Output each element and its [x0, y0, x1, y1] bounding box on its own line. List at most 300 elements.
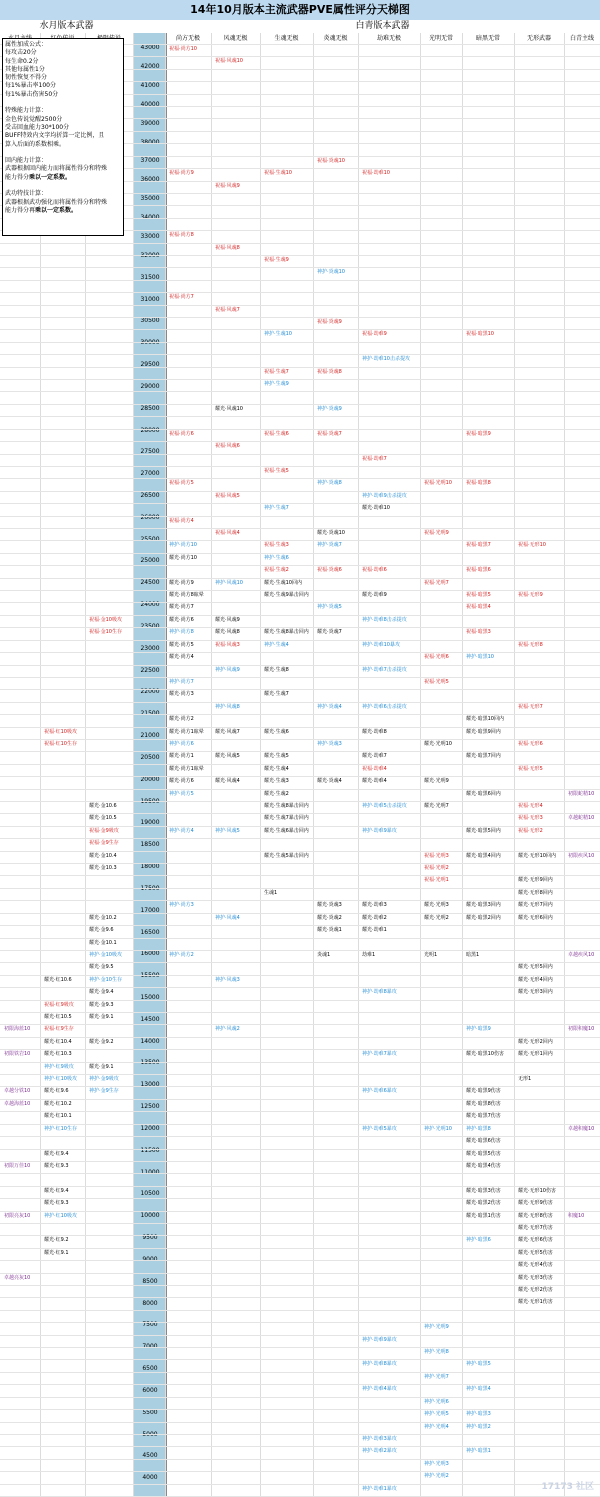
row-gridline: [0, 255, 600, 256]
weapon-entry: 耀光·生魂9暴击回内: [264, 592, 309, 599]
formula-line: 每1%暴击伤害50分: [5, 90, 59, 98]
weapon-entry: 神护·劫难7暴攻: [362, 1051, 397, 1058]
weapon-entry: 耀光·红9.2: [44, 1237, 69, 1244]
row-gridline: [0, 416, 600, 417]
weapon-entry: 耀光·无形6伤害: [518, 1237, 553, 1244]
axis-tick-label: 27500: [140, 448, 160, 456]
weapon-entry: 神护·劫难5击杀提攻: [362, 803, 407, 810]
weapon-entry: 耀光·金9.6: [89, 927, 114, 934]
axis-tick-label: 29500: [140, 361, 160, 369]
weapon-entry: 祝福·光明5: [424, 678, 449, 685]
row-gridline: [0, 491, 600, 492]
row-gridline: [0, 1260, 600, 1261]
axis-tick-label: 7500: [142, 1321, 158, 1329]
weapon-entry: 耀光·尚方6: [169, 778, 194, 785]
weapon-entry: 祝福·无形8: [518, 641, 543, 648]
axis-tick-label: 23500: [140, 622, 160, 630]
weapon-entry: 耀光·无形2回内: [518, 1038, 553, 1045]
weapon-entry: 耀光·劫难10: [362, 505, 390, 512]
weapon-entry: 耀光·劫难3: [362, 902, 387, 909]
weapon-entry: 炎魂1: [317, 951, 331, 958]
weapon-entry: 神护·暗黑9: [466, 1026, 491, 1033]
axis-tick-label: 26500: [140, 491, 160, 499]
row-gridline: [0, 900, 600, 901]
weapon-entry: 生魂1: [264, 889, 278, 896]
weapon-entry: 祝福·尚方8: [169, 232, 194, 239]
weapon-entry: 耀光·金10.5: [89, 815, 117, 822]
axis-tick-label: 16500: [140, 928, 160, 936]
row-gridline: [0, 1434, 600, 1435]
row-gridline: [0, 1235, 600, 1236]
weapon-entry: 耀光·尚方6: [169, 616, 194, 623]
axis-tick-label: 35000: [140, 195, 160, 203]
weapon-entry: 耀光·暗黑3回内: [466, 902, 501, 909]
weapon-entry: 耀光·红10.2: [44, 1100, 72, 1107]
weapon-entry: 神护·红10吸攻: [44, 1076, 77, 1083]
weapon-entry: 神护·光明2: [424, 1473, 449, 1480]
weapon-entry: 祝福·红10吸攻: [44, 728, 77, 735]
axis-tick-label: 23000: [140, 644, 160, 652]
weapon-entry: 神护·劫难8击杀提攻: [362, 616, 407, 623]
weapon-entry: 光明1: [424, 951, 438, 958]
weapon-entry: 神护·劫难6暴攻: [362, 1088, 397, 1095]
weapon-entry: 卓越疾风10: [568, 951, 595, 958]
weapon-entry: 祝福·无形5: [518, 765, 543, 772]
weapon-entry: 耀光·暗黑5回内: [466, 827, 501, 834]
axis-tick-label: 15000: [140, 993, 160, 1001]
weapon-entry: 祝福·劫难6: [362, 567, 387, 574]
weapon-entry: 祝福·光明6: [424, 654, 449, 661]
row-gridline: [0, 888, 600, 889]
weapon-entry: 耀光·暗黑10伤害: [466, 1051, 504, 1058]
weapon-entry: 神护·暗黑6: [466, 1237, 491, 1244]
formula-line: 受击回血能力30*100分: [5, 123, 70, 131]
axis-tick-label: 36000: [140, 176, 160, 184]
weapon-entry: 神护·劫难2暴攻: [362, 1448, 397, 1455]
weapon-entry: 祝福·生魂7: [264, 368, 289, 375]
row-gridline: [0, 640, 600, 641]
weapon-entry: 耀光·暗黑1伤害: [466, 1212, 501, 1219]
weapon-entry: 祝福·无形7: [518, 703, 543, 710]
axis-tick-label: 17500: [140, 884, 160, 892]
weapon-entry: 祝福·风魂4: [215, 530, 240, 536]
weapon-entry: 祝福·炎魂8: [317, 368, 342, 375]
weapon-entry: 祝福·光明7: [424, 579, 449, 586]
row-gridline: [0, 1161, 600, 1162]
row-gridline: [0, 441, 600, 442]
weapon-entry: 耀光·生魂5: [264, 753, 289, 760]
formula-line: 特殊能力计算：: [5, 107, 48, 115]
axis-tick-label: 24500: [140, 579, 160, 587]
weapon-entry: 祝福·无形2: [518, 827, 543, 834]
weapon-entry: 神护·光明10: [424, 1125, 452, 1132]
weapon-entry: 卓越分铁10: [4, 1088, 31, 1095]
formula-line: [5, 149, 121, 157]
row-gridline: [0, 454, 600, 455]
weapon-entry: 耀光·红10.5: [44, 1014, 72, 1020]
row-gridline: [0, 565, 600, 566]
weapon-entry: 耀光·尚方10: [169, 554, 197, 561]
row-gridline: [0, 1186, 600, 1187]
weapon-entry: 耀光·光明7: [424, 803, 449, 810]
row-gridline: [0, 1347, 600, 1348]
weapon-entry: 耀光·风魂8: [215, 629, 240, 636]
axis-tick-label: 25500: [140, 535, 160, 543]
weapon-entry: 耀光·尚方1眩晕: [169, 728, 204, 735]
axis-tick-label: 27000: [140, 470, 160, 478]
weapon-entry: 耀光·红10.1: [44, 1113, 72, 1120]
weapon-entry: 耀光·无形5回内: [518, 964, 553, 971]
row-gridline: [0, 776, 600, 777]
formula-line: 韧性恢复不得分: [5, 74, 48, 82]
weapon-entry: 神护·生魂10: [264, 331, 292, 338]
row-gridline: [0, 354, 600, 355]
weapon-entry: 耀光·无形7伤害: [518, 1224, 553, 1231]
row-gridline: [0, 391, 600, 392]
weapon-entry: 耀光·尚方9: [169, 579, 194, 586]
weapon-entry: 祝福·风魂3: [215, 641, 240, 648]
column-header-6: 生魂无极: [260, 33, 313, 45]
row-gridline: [0, 1099, 600, 1100]
formula-line: 每生命0.2分: [5, 57, 39, 65]
row-gridline: [0, 267, 600, 268]
weapon-entry: 神护·劫难5暴攻: [362, 1125, 397, 1132]
weapon-entry: 耀光·尚方4: [169, 654, 194, 661]
watermark: 17173 社区: [541, 1482, 594, 1492]
weapon-entry: 耀光·炎魂7: [317, 629, 342, 636]
weapon-entry: 耀光·生魂6: [264, 728, 289, 735]
axis-tick-label: 12000: [140, 1124, 160, 1132]
row-gridline: [0, 751, 600, 752]
weapon-entry: 耀光·金10.4: [89, 852, 117, 859]
weapon-entry: 祝福·暗黑10: [466, 331, 494, 338]
column-header-9: 光明无常: [420, 33, 462, 45]
weapon-entry: 神护·炎魂5: [317, 604, 342, 611]
axis-tick-label: 16000: [140, 950, 160, 958]
weapon-entry: 神护·暗黑8: [466, 1125, 491, 1132]
axis-tick-label: 6000: [142, 1386, 158, 1394]
weapon-entry: 耀光·无形9伤害: [518, 1200, 553, 1207]
weapon-entry: 神护·炎魂3: [317, 740, 342, 747]
weapon-entry: 耀光·生魂3: [264, 778, 289, 785]
row-gridline: [0, 1024, 600, 1025]
weapon-entry: 耀光·无形3回内: [518, 989, 553, 996]
weapon-entry: 神护·金10吸攻: [89, 951, 122, 958]
weapon-entry: 神护·光明5: [424, 1411, 449, 1418]
weapon-entry: 劫难1: [362, 951, 376, 958]
weapon-entry: 耀光·红10.4: [44, 1038, 72, 1045]
row-gridline: [0, 404, 600, 405]
row-gridline: [0, 1223, 600, 1224]
weapon-entry: 神护·红9吸攻: [44, 1063, 74, 1070]
weapon-entry: 祝福·生魂5: [264, 467, 289, 474]
row-gridline: [0, 1285, 600, 1286]
weapon-entry: 耀光·尚方3: [169, 691, 194, 698]
row-gridline: [0, 553, 600, 554]
row-gridline: [0, 516, 600, 517]
row-gridline: [0, 329, 600, 330]
weapon-entry: 祝福·尚方5: [169, 480, 194, 487]
formula-line: 武功特技计算：: [5, 190, 48, 198]
row-gridline: [0, 1322, 600, 1323]
axis-tick-label: 14500: [140, 1015, 160, 1023]
row-gridline: [0, 540, 600, 541]
axis-tick-label: 10000: [140, 1212, 160, 1220]
weapon-entry: 耀光·红10.6: [44, 976, 72, 983]
weapon-entry: 耀光·尚方1眩晕: [169, 765, 204, 772]
weapon-entry: 神护·劫难4暴攻: [362, 1386, 397, 1393]
formula-line: 属性加成公式：: [5, 41, 48, 48]
weapon-entry: 耀光·金10.6: [89, 803, 117, 810]
weapon-entry: 神护·红10吸攻: [44, 1212, 77, 1219]
weapon-entry: 祝福·炎魂7: [317, 430, 342, 437]
axis-tick-label: 37000: [140, 157, 160, 165]
weapon-entry: 耀光·炎魂10: [317, 530, 345, 536]
row-gridline: [0, 602, 600, 603]
weapon-entry: 耀光·劫难2: [362, 914, 387, 921]
weapon-entry: 祝福·红9生存: [44, 1026, 74, 1033]
weapon-entry: 耀光·无形3伤害: [518, 1274, 553, 1281]
weapon-entry: 耀光·无形10回内: [518, 852, 556, 859]
axis-tick-label: 5500: [142, 1408, 158, 1416]
weapon-entry: 卓越亮灰10: [4, 1274, 31, 1281]
row-gridline: [0, 317, 600, 318]
weapon-entry: 神护·风魂10: [215, 579, 243, 586]
axis-tick-label: 19500: [140, 797, 160, 805]
weapon-entry: 神护·红10生存: [44, 1125, 77, 1132]
weapon-entry: 神护·金10生存: [89, 976, 122, 983]
weapon-entry: 耀光·尚方8眩晕: [169, 592, 204, 599]
weapon-entry: 初限蛇精10: [568, 790, 595, 797]
weapon-entry: 祝福·劫难4: [362, 765, 387, 772]
row-gridline: [0, 342, 600, 343]
weapon-entry: 初限亮灰10: [4, 1212, 31, 1219]
row-gridline: [0, 1372, 600, 1373]
axis-tick-label: 21000: [140, 732, 160, 740]
axis-tick-label: 43000: [140, 44, 160, 51]
weapon-entry: 神护·劫难10暴攻: [362, 641, 400, 648]
weapon-entry: 耀光·暗黑7回内: [466, 753, 501, 760]
weapon-entry: 耀光·红9.6: [44, 1088, 69, 1095]
weapon-entry: 祝福·暗黑4: [466, 604, 491, 611]
weapon-entry: 耀光·劫难4: [362, 778, 387, 785]
axis-tick-label: 11500: [140, 1146, 160, 1154]
weapon-entry: 初限疾风10: [568, 852, 595, 859]
weapon-entry: 积魔10: [568, 1212, 585, 1219]
row-gridline: [0, 1136, 600, 1137]
column-header-7: 炎魂无极: [313, 33, 358, 45]
weapon-entry: 神护·暗黑4: [466, 1386, 491, 1393]
column-header-4: 尚方无极: [165, 33, 211, 45]
row-gridline: [0, 1335, 600, 1336]
axis-tick-label: 42000: [140, 62, 160, 70]
weapon-entry: 耀光·生魂8暴击回内: [264, 629, 309, 636]
weapon-entry: 祝福·生魂3: [264, 542, 289, 549]
group-left-label: 水月版本武器: [39, 21, 94, 31]
axis-tick-label: 20500: [140, 753, 160, 761]
weapon-entry: 初限铁岩10: [4, 1051, 31, 1058]
row-gridline: [0, 503, 600, 504]
weapon-entry: 耀光·炎魂3: [317, 902, 342, 909]
row-gridline: [0, 689, 600, 690]
weapon-entry: 祝福·光明3: [424, 852, 449, 859]
row-gridline: [0, 292, 600, 293]
weapon-entry: 耀光·金10.3: [89, 865, 117, 872]
axis-tick-label: 15500: [140, 972, 160, 980]
weapon-entry: 祝福·风魂10: [215, 58, 243, 65]
weapon-entry: 祝福·金9吸攻: [89, 827, 119, 834]
axis-tick-label: 30000: [140, 339, 160, 347]
formula-line: 武器根据回内能力而将属性得分和特殊: [5, 165, 108, 173]
weapon-entry: 神护·暗黑10: [466, 654, 494, 661]
axis-tick-label: 39000: [140, 119, 160, 127]
row-gridline: [0, 1248, 600, 1249]
weapon-entry: 神护·生魂9: [264, 381, 289, 388]
weapon-entry: 祝福·光明1: [424, 877, 449, 884]
weapon-entry: 神护·光明3: [424, 1460, 449, 1467]
weapon-entry: 神护·暗黑2: [466, 1423, 491, 1430]
weapon-entry: 耀光·光明9: [424, 778, 449, 785]
weapon-entry: 神护·炎魂7: [317, 542, 342, 549]
axis-tick-label: 18000: [140, 863, 160, 871]
axis-tick-label: 26000: [140, 513, 160, 521]
weapon-entry: 耀光·生魂5暴击回内: [264, 852, 309, 859]
weapon-entry: 耀光·暗黑6回内: [466, 790, 501, 797]
weapon-entry: 耀光·生魂8: [264, 666, 289, 673]
axis-tick-label: 12500: [140, 1103, 160, 1111]
row-gridline: [0, 714, 600, 715]
weapon-entry: 耀光·生魂8暴击回内: [264, 803, 309, 810]
axis-tick-label: 24000: [140, 601, 160, 609]
weapon-entry: 耀光·风魂10: [215, 405, 243, 412]
weapon-entry: 祝福·光明9: [424, 530, 449, 536]
row-gridline: [0, 280, 600, 281]
axis-tick-label: 31000: [140, 295, 160, 303]
weapon-entry: 神护·劫难6击杀提攻: [362, 703, 407, 710]
weapon-entry: 耀光·尚方1: [169, 753, 194, 760]
weapon-entry: 神护·尚方10: [169, 542, 197, 549]
weapon-entry: 耀光·暗黑6伤害: [466, 1138, 501, 1145]
axis-tick-label: 33000: [140, 233, 160, 240]
weapon-entry: 耀光·金9.5: [89, 964, 114, 971]
axis-tick-label: 32000: [140, 251, 160, 259]
weapon-entry: 祝福·生魂9: [264, 256, 289, 263]
weapon-entry: 神护·风魂2: [215, 1026, 240, 1033]
axis-tick-label: 13000: [140, 1081, 160, 1089]
row-gridline: [0, 429, 600, 430]
axis-tick-label: 14000: [140, 1037, 160, 1045]
weapon-entry: 神护·生魂7: [264, 505, 289, 512]
weapon-entry: 耀光·金9.1: [89, 1014, 114, 1020]
axis-tick-label: 7000: [142, 1343, 158, 1351]
formula-line: 金色传说觉醒2500分: [5, 115, 63, 123]
row-gridline: [0, 739, 600, 740]
weapon-entry: 耀光·无形1回内: [518, 1051, 553, 1058]
weapon-entry: 耀光·无形10伤害: [518, 1187, 556, 1194]
weapon-entry: 耀光·红10.3: [44, 1051, 72, 1058]
weapon-entry: 耀光·劫难7: [362, 753, 387, 760]
weapon-entry: 祝福·金9生存: [89, 840, 119, 847]
axis-tick-label: 28500: [140, 404, 160, 412]
weapon-entry: 祝福·风魂7: [215, 306, 240, 313]
weapon-entry: 耀光·无形9回内: [518, 877, 553, 884]
weapon-entry: 耀光·金9.2: [89, 1038, 114, 1045]
weapon-entry: 耀光·生魂4: [264, 765, 289, 772]
weapon-entry: 神护·尚方4: [169, 827, 194, 834]
row-gridline: [0, 875, 600, 876]
axis-tick-label: 22000: [140, 688, 160, 696]
weapon-entry: 神护·暗黑3: [466, 1411, 491, 1418]
formula-line: 每1%暴击率100分: [5, 82, 56, 90]
weapon-entry: 祝福·炎魂6: [317, 567, 342, 574]
row-gridline: [0, 727, 600, 728]
weapon-entry: 祝福·无形9: [518, 592, 543, 599]
weapon-entry: 耀光·无形8回内: [518, 889, 553, 896]
row-gridline: [0, 1124, 600, 1125]
weapon-entry: 初限万佳10: [4, 1162, 31, 1169]
weapon-entry: 耀光·暗黑10回内: [466, 716, 504, 723]
column-header-11: 无形武器: [514, 33, 564, 45]
axis-tick-label: 29000: [140, 382, 160, 390]
row-gridline: [0, 652, 600, 653]
row-gridline: [0, 789, 600, 790]
weapon-entry: 祝福·劫难10: [362, 170, 390, 177]
weapon-entry: 耀光·红9.1: [44, 1249, 69, 1256]
weapon-entry: 耀光·无形7回内: [518, 902, 553, 909]
row-gridline: [0, 379, 600, 380]
axis-tick-label: 17000: [140, 906, 160, 914]
weapon-entry: 神护·尚方3: [169, 902, 194, 909]
ladder-rows: [0, 44, 600, 1496]
weapon-entry: 祝福·暗黑3: [466, 629, 491, 636]
column-header-5: 风魂无极: [211, 33, 260, 45]
weapon-entry: 耀光·无形8伤害: [518, 1212, 553, 1219]
formula-line: 回内能力计算：: [5, 157, 48, 165]
weapon-entry: 耀光·风魂4: [215, 778, 240, 785]
weapon-entry: 祝福·暗黑5: [466, 592, 491, 599]
row-gridline: [0, 702, 600, 703]
formula-line: 每攻击20分: [5, 49, 37, 57]
axis-tick-label: 40000: [140, 100, 160, 108]
weapon-entry: 祝福·金10吸攻: [89, 616, 122, 623]
weapon-entry: 耀光·无形2伤害: [518, 1287, 553, 1294]
row-gridline: [0, 1149, 600, 1150]
weapon-entry: 初限积魔10: [568, 1026, 595, 1033]
axis-tick-label: 4500: [142, 1452, 158, 1460]
row-gridline: [0, 1384, 600, 1385]
formula-line: 武器根据武功强化而将属性得分和特殊: [5, 198, 108, 206]
weapon-entry: 神护·劫难7击杀提攻: [362, 666, 407, 673]
axis-tick-label: 25000: [140, 557, 160, 565]
weapon-entry: 神护·劫难3暴攻: [362, 1435, 397, 1442]
weapon-entry: 祝福·光明2: [424, 865, 449, 872]
weapon-entry: 耀光·红9.4: [44, 1187, 69, 1194]
row-gridline: [0, 1173, 600, 1174]
weapon-entry: 祝福·尚方10: [169, 46, 197, 52]
weapon-entry: 耀光·金10.1: [89, 939, 117, 946]
weapon-entry: 神护·暗黑1: [466, 1448, 491, 1455]
weapon-entry: 耀光·金9.3: [89, 1001, 114, 1008]
weapon-entry: 耀光·暗黑2回内: [466, 914, 501, 921]
weapon-entry: 祝福·生魂10: [264, 170, 292, 177]
weapon-entry: 初限海蓝10: [4, 1026, 31, 1033]
weapon-entry: 神护·尚方7: [169, 678, 194, 685]
weapon-entry: 祝福·红9吸攻: [44, 1001, 74, 1008]
row-gridline: [0, 367, 600, 368]
column-header-8: 劫难无极: [358, 33, 420, 45]
weapon-entry: 神护·金9吸攻: [89, 1076, 119, 1083]
weapon-entry: 耀光·无形4回内: [518, 976, 553, 983]
